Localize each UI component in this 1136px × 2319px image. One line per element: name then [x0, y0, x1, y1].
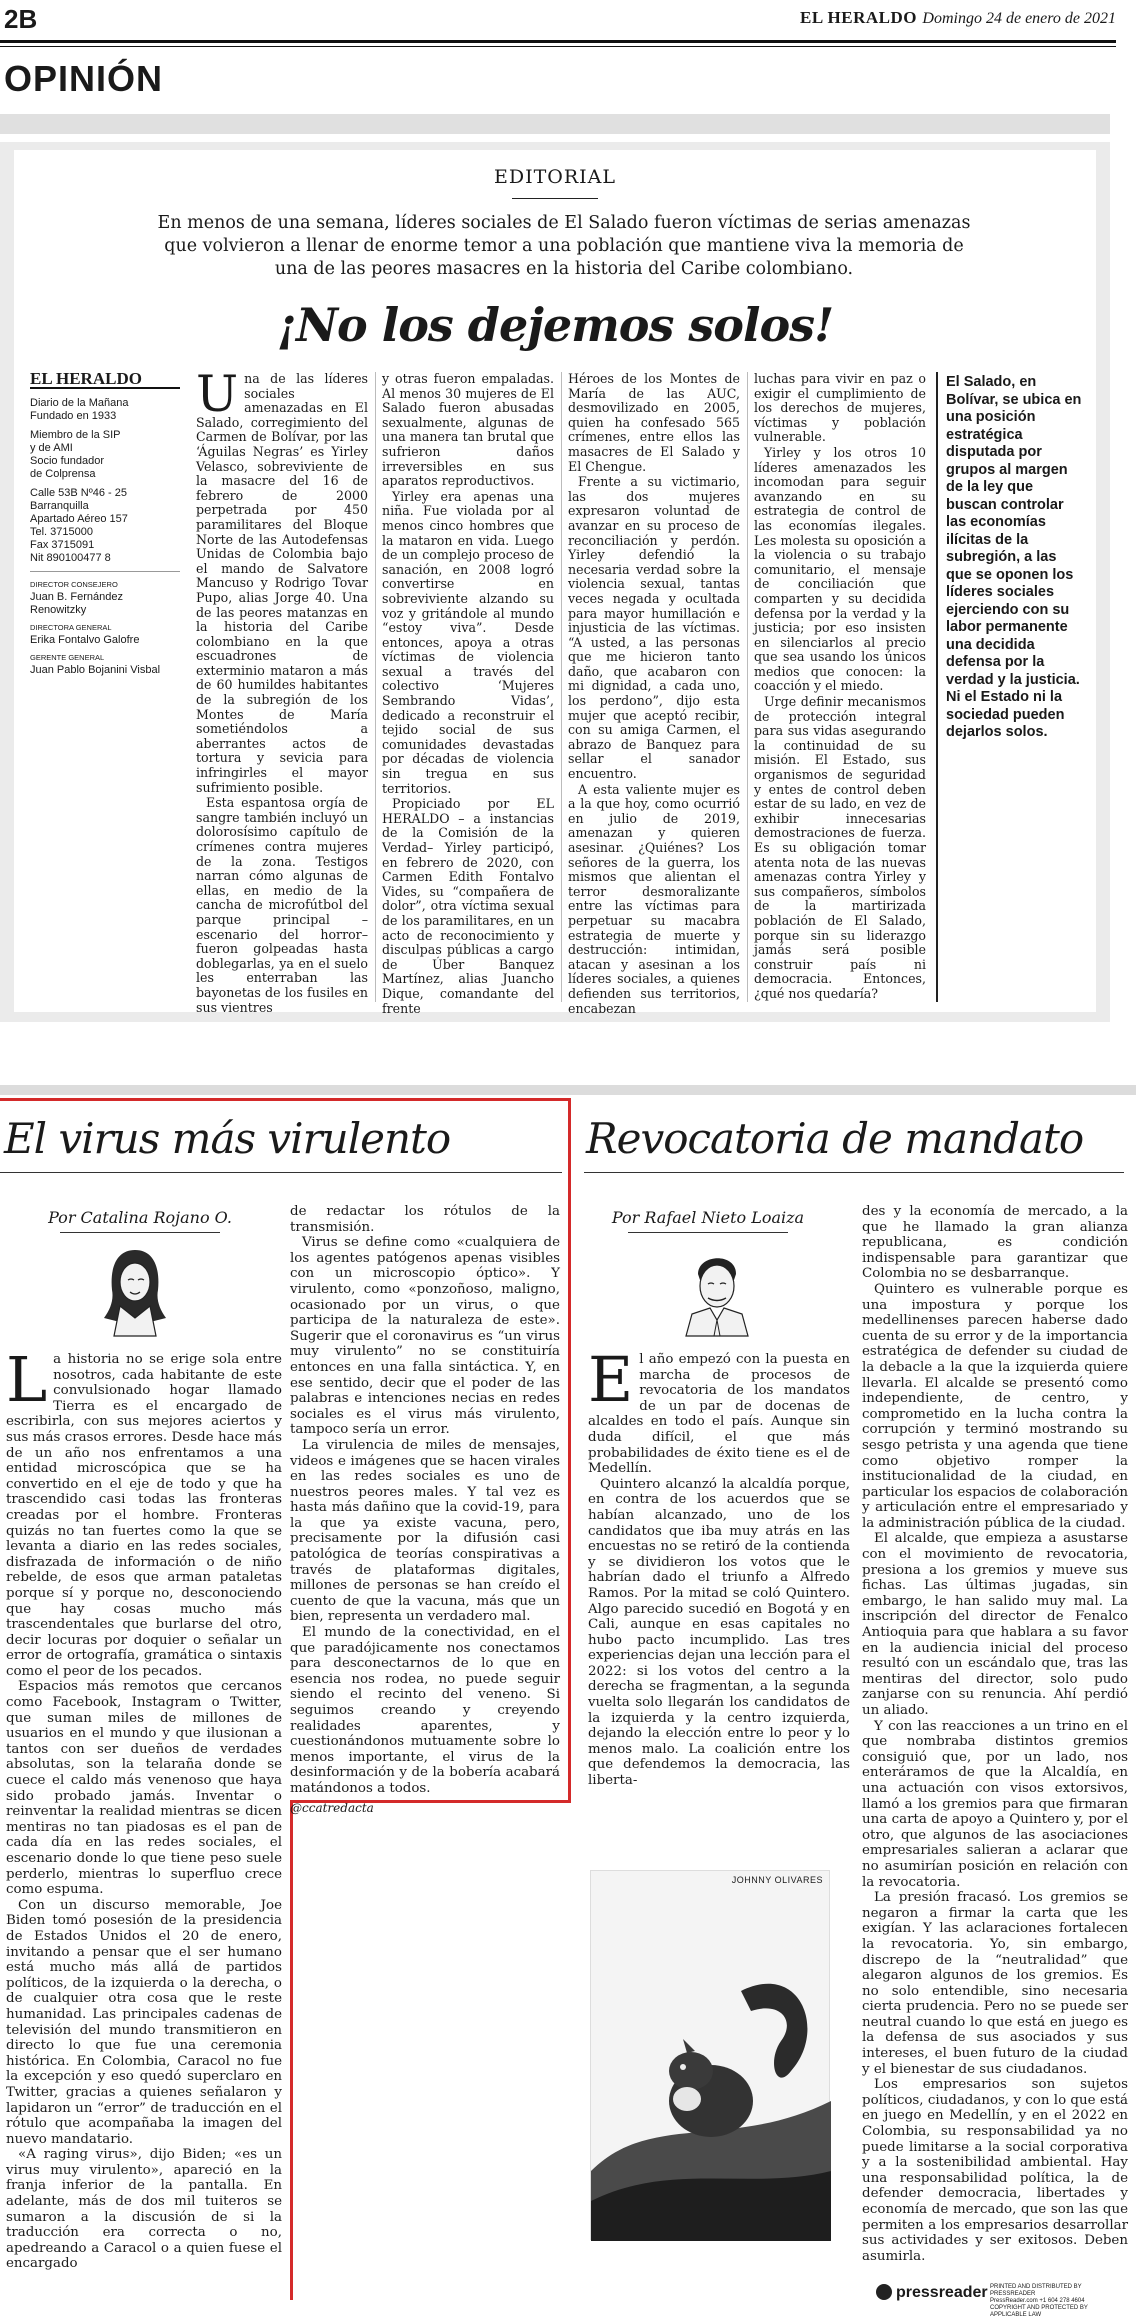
issue-date: Domingo 24 de enero de 2021 — [922, 10, 1116, 27]
article-paragraph: Y con las reacciones a un trino en el que nombraba distintos gremios consiguió que, por un lado, nos enteráramos de que la Alcaldía, en una actuación con visos extorsivos, llamó a los gremios para que firmaran una carta de apoyo a Quintero y, por el otro, que algunos de las asociaciones empresariales salieran a aclarar que no asumirían posición en relación con la revocatoria. — [862, 1718, 1128, 1890]
column-divider — [561, 372, 562, 1002]
byline-right: Por Rafael Nieto Loaiza — [611, 1208, 805, 1227]
staff-divider — [30, 571, 180, 572]
column-title-left: El virus más virulento — [4, 1114, 451, 1163]
author-twitter-handle: @ccatredacta — [290, 1800, 374, 1815]
article-paragraph: Quintero es vulnerable porque es una impostura y porque los medellinenses parecen haberse dado cuenta de su error y de la importancia estratégica de defender su ciudad de la debacle a la que la izquierda quiere llevarla. El alcalde se presentó como independiente, de centro, y comprometido en la lucha contra la corrupción y terminó mostrando su sesgo petrista y una agenda que tiene como objetivo romper la institucionalidad de la ciudad, en particular los espacios de colaboración y articulación entre el empresariado y la administración pública de la ciudad. — [862, 1281, 1128, 1531]
dropcap: L — [6, 1343, 48, 1416]
staff-role: GERENTE GENERAL — [30, 653, 105, 662]
pullquote-divider — [936, 372, 938, 1002]
editorial-column-3 — [568, 372, 740, 1017]
staff-name: Juan Pablo Bojanini Visbal — [30, 664, 161, 676]
highlight-frame — [0, 1098, 570, 1101]
editorial-label: EDITORIAL — [493, 166, 616, 188]
editorial-column-2 — [382, 372, 554, 1017]
article-paragraph: La virulencia de miles de mensajes, videos e imágenes que se hacen virales en las redes sociales es uno de nuestros peores males. Y tal vez es hasta más dañino que la covid-19, para la que ya existe vacuna, pero, precisamente por la difusión casi patológica de teorías conspirativas a través de plataformas digitales, millones de personas se han creído el cuento de que la vacuna, más que un bien, representa un verdadero mal. — [290, 1437, 560, 1625]
article-paragraph: La historia no se erige sola entre nosotros, cada habitante de este convulsionado hogar llamado Tierra es el encargado de escribirla, con sus mejores aciertos y sus más crasos errores. Desde hace más de un año nos enfrentamos a una entidad microscópica que se ha convertido en el eje de todo y que ha trascendido casi todas las fronteras creadas por el hombre. Fronteras quizás no tan fuertes como la que se levanta a diario en las redes sociales, disfrazada de información o de niño rebelde, de esos que arman pataletas porque sí y porque no, desconociendo que hay cosas mucho más trascendentales que burlarse del otro, decir locuras por doquier o señalar un error de ortografía, gramática o sintaxis como el peor de los pecados. — [6, 1343, 282, 1679]
section-title: OPINIÓN — [4, 58, 164, 99]
editorial-paragraph: A esta valiente mujer es a la que hoy, como ocurrió en julio de 2019, amenazan y quieren asesinar. ¿Quiénes? Los señores de la guerra, los mismos que alientan el terror desmoralizante entre las víctimas para perpetuar su macabra estrategia de muerte y destrucción: intimidan, atacan y asesinan a los líderes sociales, a quienes defienden sus territorios, encabezan — [568, 781, 740, 1016]
section-divider — [0, 1085, 1136, 1095]
column-left-body-b — [290, 1204, 560, 1816]
squirrel-illustration — [591, 1871, 831, 2241]
column-right-body-b — [862, 1204, 1128, 2264]
squirrel-photo — [590, 1870, 830, 2240]
article-paragraph: Espacios más remotos que cercanos como Facebook, Instagram o Twitter, que suman miles de millones de usuarios en el mundo y que ilusionan a tantos con ser dueños de verdades absolutas, son la telaraña donde se cuece el caldo más venenoso que haya sido probado jamás. Inventar o reinventar la realidad mientras se dicen mentiras no tan piadosas es el pan de cada día en las redes sociales, el escenario donde lo que tiene peso suele perderlo, mientras lo superfluo crece como espuma. — [6, 1679, 282, 1898]
editorial-paragraph: Héroes de los Montes de María de las AUC, desmovilizado en 2005, quien ha confesado 565 crímenes, entre ellos las masacres de El Salado y El Chengue. — [568, 371, 740, 474]
editorial-block — [0, 142, 1110, 1022]
column-divider — [747, 372, 748, 1002]
article-paragraph: El año empezó con la puesta en marcha de procesos de revocatoria de los mandatos de un par de docenas de alcaldes en todo el país. Aunque sin duda difícil, el que más probabilidades de éxito tiene es el de Medellín. — [588, 1343, 850, 1477]
footer-fine-print: PRINTED AND DISTRIBUTED BY PRESSREADER PressReader.com +1 604 278 4604 COPYRIGHT AND PROTECTED BY APPLICABLE LAW — [990, 2284, 1088, 2318]
editorial-lead: En menos de una semana, líderes sociales de El Salado fueron víctimas de serias amenazas que volvieron a llenar de enorme temor a una población que mantiene viva la memoria de una de las peores masacres en la historia del Caribe colombiano. — [157, 213, 971, 279]
column-right-body-a — [588, 1343, 850, 1789]
masthead — [800, 8, 1116, 28]
editorial-paragraph: Yirley era apenas una niña. Fue violada por al menos cinco hombres que la mataron en vida. Luego de un complejo proceso de sanación, en 2008 logró convertirse en sobreviviente alzando su voz y gritándole al mundo “estoy viva”. Desde entonces, apoya a otras víctimas de violencia sexual a través del colectivo ‘Mujeres Sembrando Vidas’, dedicado a reconstruir el tejido social de sus comunidades devastadas por décadas de violencia sin tregua en sus territorios. — [382, 488, 554, 796]
pressreader-icon — [876, 2284, 892, 2300]
page-number: 2B — [4, 4, 38, 34]
editorial-paragraph: Frente a su victimario, las dos mujeres expresaron voluntad de avanzar en su proceso de reconciliación y perdón. Yirley defendió la necesaria verdad sobre la violencia sexual, tantas veces negada y ocultada para mayor humillación e injusticia de las víctimas. “A usted, a las personas que me hicieron tanto daño, que acabaron con mi dignidad, a cada uno, los perdono”, dijo esta mujer que aceptó recibir, con su amiga Carmen, el abrazo de Banquez para sellar el sanador encuentro. — [568, 474, 740, 782]
editorial-column-1 — [196, 365, 368, 1016]
editorial-paragraph: Yirley y los otros 10 líderes amenazados les incomodan para seguir avanzando en su estrategia de control de las economías ilegales. Les molesta su oposición a la violencia o su trabajo comunitario, el mensaje de conciliación que comparten y su decidida defensa por la verdad y la justicia; por eso insisten en silenciarlos al precio que sea usando los únicos medios que conocen: la coacción y el miedo. — [754, 444, 926, 694]
staff-line: Diario de la Mañana Fundado en 1933 — [30, 397, 129, 422]
editorial-panel — [14, 150, 1096, 1016]
editorial-paragraph: Esta espantosa orgía de sangre también incluyó un dolorosísimo capítulo de crímenes contra mujeres de la zona. Testigos narran cómo algunas de ellas, en medio de la cancha de microfútbol del parque principal –escenario del horror– fueron golpeadas hasta doblegarlas, ya en el suelo les enterraban las bayonetas de los fusiles en sus vientres — [196, 795, 368, 1015]
editorial-title: ¡No los dejemos solos! — [276, 298, 834, 352]
pressreader-logo: pressreader — [876, 2284, 988, 2302]
column-left-body-a — [6, 1343, 282, 2272]
article-paragraph: El alcalde, que empieza a asustarse con el movimiento de revocatoria, presiona a los gremios y mueve sus fichas. Las últimas jugadas, sin embargo, le han salido muy mal. La inscripción del director de Fenalco Antioquia para que hablara a su favor en la audiencia inicial del proceso resultó con un escándalo que, tras las mentiras del director, solo pudo zanjarse con su renuncia. Ahí perdió un aliado. — [862, 1531, 1128, 1718]
editorial-paragraph: y otras fueron empaladas. Al menos 30 mujeres de El Salado fueron abusadas sexualmente, algunas de una manera tan brutal que sufrieron daños irreversibles en sus aparatos reproductivos. — [382, 371, 554, 489]
column-divider — [375, 372, 376, 1002]
article-paragraph: «A raging virus», dijo Biden; «es un virus muy virulento», apareció en la franja inferior de la pantalla. En adelante, más de dos mil tuiteros se sumaron a la discusión de si la traducción era correcta o no, apedreando a Caracol o a quien fuese el encargado — [6, 2147, 282, 2272]
header-rule — [0, 40, 1116, 43]
highlight-frame — [290, 1800, 293, 2300]
staff-line: Calle 53B Nº46 - 25 Barranquilla Apartado Aéreo 157 Tel. 3715000 Fax 3715091 Nit 890100477 8 — [30, 487, 128, 564]
byline-left: Por Catalina Rojano O. — [48, 1208, 232, 1227]
editorial-pullquote: El Salado, en Bolívar, se ubica en una posición estratégica disputada por grupos al margen de la ley que buscan controlar las economías ilícitas de la subregión, a las que se oponen los líderes sociales ejerciendo con su labor permanente una decidida defensa por la verdad y la justicia. Ni el Estado ni la sociedad pueden dejarlos solos. — [946, 374, 1082, 740]
byline-rule — [60, 1232, 220, 1233]
article-paragraph: de redactar los rótulos de la transmisión. — [290, 1204, 560, 1235]
staff-role: DIRECTORA GENERAL — [30, 623, 112, 632]
editorial-label-rule — [512, 198, 598, 199]
article-paragraph: El mundo de la conectividad, en el que paradójicamente nos conectamos para desconectarnos de lo que en esencia nos rodea, no puede seguir siendo el recinto del veneno. Si seguimos creando y creyendo realidades aparentes, y cuestionándonos mutuamente sobre lo menos importante, el virus de la desinformación y de la bobería acabará matándonos a todos. — [290, 1625, 560, 1796]
editorial-columns — [30, 365, 1082, 1016]
title-rule — [584, 1172, 1124, 1173]
staff-name: Juan B. Fernández Renowitzky — [30, 591, 123, 616]
staff-role: DIRECTOR CONSEJERO — [30, 580, 118, 589]
section-divider — [0, 114, 1110, 134]
staff-name: Erika Fontalvo Galofre — [30, 634, 140, 646]
staff-line: Miembro de la SIP y de AMI Socio fundador de Colprensa — [30, 429, 121, 480]
photo-credit: JOHNNY OLIVARES — [731, 1875, 823, 1885]
article-paragraph: La presión fracasó. Los gremios se negaron a firmar la carta que les exigían. Y las aclaraciones fortalecen la revocatoria. Yo, sin embargo, discrepo de la “neutralidad” que alegaron algunos de los gremios. Es no solo entendible, sino necesaria cierta prudencia. Pero no se puede ser neutral cuando lo que está en juego es la defensa de sus asociados y sus intereses, el buen futuro de la ciudad y el bienestar de sus ciudadanos. — [862, 1890, 1128, 2077]
author-portrait-right — [672, 1240, 762, 1340]
editorial-column-4 — [754, 372, 926, 1003]
editorial-paragraph: luchas para vivir en paz o exigir el cumplimiento de los derechos de mujeres, víctimas y población vulnerable. — [754, 371, 926, 445]
staff-box — [30, 369, 180, 679]
highlight-frame — [568, 1098, 571, 1803]
article-paragraph: Los empresarios son sujetos políticos, ciudadanos, y con lo que está en juego en Medellín, y en el 2022 en Colombia, su responsabilidad ya no puede limitarse a la social corporativa y a la sostenibilidad ambiental. Hay una responsabilidad política, la de defender democracia, libertades y economía de mercado, que son las que permiten a los empresarios desarrollar sus actividades y ser exitosos. Deben asumirla. — [862, 2077, 1128, 2264]
dropcap: U — [196, 365, 239, 423]
staff-brand: EL HERALDO — [30, 372, 180, 389]
newspaper-name: EL HERALDO — [800, 8, 917, 27]
article-paragraph: des y la economía de mercado, a la que he llamado la gran alianza republicana, es condición indispensable para garantizar que Colombia no se desbarranque. — [862, 1204, 1128, 1282]
author-portrait-left — [90, 1240, 180, 1340]
article-paragraph: Virus se define como «cualquiera de los agentes patógenos apenas visibles con un microscopio óptico». Y virulento, como «ponzoñoso, maligno, ocasionado por un virus, o que participa de la naturaleza de este». Sugerir que el coronavirus es “un virus muy virulento” no se constituiría entonces en una falla sintáctica. Y, en ese sentido, decir que el poder de las palabras e intenciones necias en redes sociales es el virus más virulento, tampoco sería un error. — [290, 1235, 560, 1438]
article-paragraph: Con un discurso memorable, Joe Biden tomó posesión de la presidencia de Estados Unidos el 20 de enero, invitando a pensar que el ser humano está mucho más allá de partidos políticos, de la izquierda o la derecha, o de cualquier otra cosa que le reste humanidad. Las principales cadenas de televisión del mundo transmitieron en directo lo que fue una ceremonia histórica. En Colombia, Caracol no fue la excepción y eso quedó superclaro en Twitter, gracias a quienes señalaron y lapidaron un “error” de traducción en el rótulo que acompañaba la imagen del nuevo mandatario. — [6, 1897, 282, 2147]
header-rule-thin — [0, 46, 1116, 47]
article-paragraph: Quintero alcanzó la alcaldía porque, en contra de los acuerdos que se habían alcanzado, uno de los candidatos que iba muy atrás en las encuestas no se retiró de la contienda y se dividieron los votos que le habrían dado el triunfo a Alfredo Ramos. Por la mitad se coló Quintero. Algo parecido sucedió en Bogotá y en Cali, aunque en esas capitales no hubo pacto incumplido. Las tres experiencias dejan una lección para el 2022: si los votos del centro a la derecha se fragmentan, a la segunda vuelta solo llegarán los candidatos de la izquierda y la centro izquierda, dejando la elección entre lo peor y lo menos malo. La coalición entre los que defendemos la democracia, las liberta- — [588, 1476, 850, 1789]
title-rule — [0, 1172, 562, 1173]
editorial-paragraph: Propiciado por EL HERALDO – a instancias de la Comisión de la Verdad– Yirley participó, en febrero de 2020, con Carmen Edith Fontalvo Vides, su “compañera de dolor”, otra víctima sexual de los paramilitares, en un acto de reconocimiento y disculpas públicas a cargo de Úber Banquez Martínez, alias Juancho Dique, comandante del frente — [382, 796, 554, 1016]
byline-rule — [628, 1232, 788, 1233]
column-title-right: Revocatoria de mandato — [586, 1114, 1084, 1163]
dropcap: E — [588, 1343, 634, 1416]
editorial-paragraph: Una de las líderes sociales amenazadas en El Salado, corregimiento del Carmen de Bolívar, por las ‘Águilas Negras’ es Yirley Velasco, sobreviviente de la masacre del 16 de febrero de 2000 perpetrada por 450 paramilitares del Bloque Norte de las Autodefensas Unidas de Colombia bajo el mando de Salvatore Mancuso y Rodrigo Tovar Pupo, alias Jorge 40. Una de las peores matanzas en la historia del Caribe colombiano en la que escuadrones de exterminio mataron a más de 60 humildes habitantes de la subregión de los Montes de María sometiéndolos a aberrantes actos de tortura y sevicia para infringirles el mayor sufrimiento posible. — [196, 365, 368, 795]
editorial-paragraph: Urge definir mecanismos de protección integral para sus vidas asegurando la continuidad de su misión. El Estado, sus organismos de seguridad y entes de control deben estar de su lado, en vez de exhibir innecesarias demostraciones de fuerza. Es su obligación tomar atenta nota de las nuevas amenazas contra Yirley y sus compañeros, símbolos de la martirizada población de El Salado, porque sin su liderazgo jamás será posible construir país ni democracia. Entonces, ¿qué nos quedaría? — [754, 694, 926, 1001]
page-header — [0, 0, 1136, 48]
